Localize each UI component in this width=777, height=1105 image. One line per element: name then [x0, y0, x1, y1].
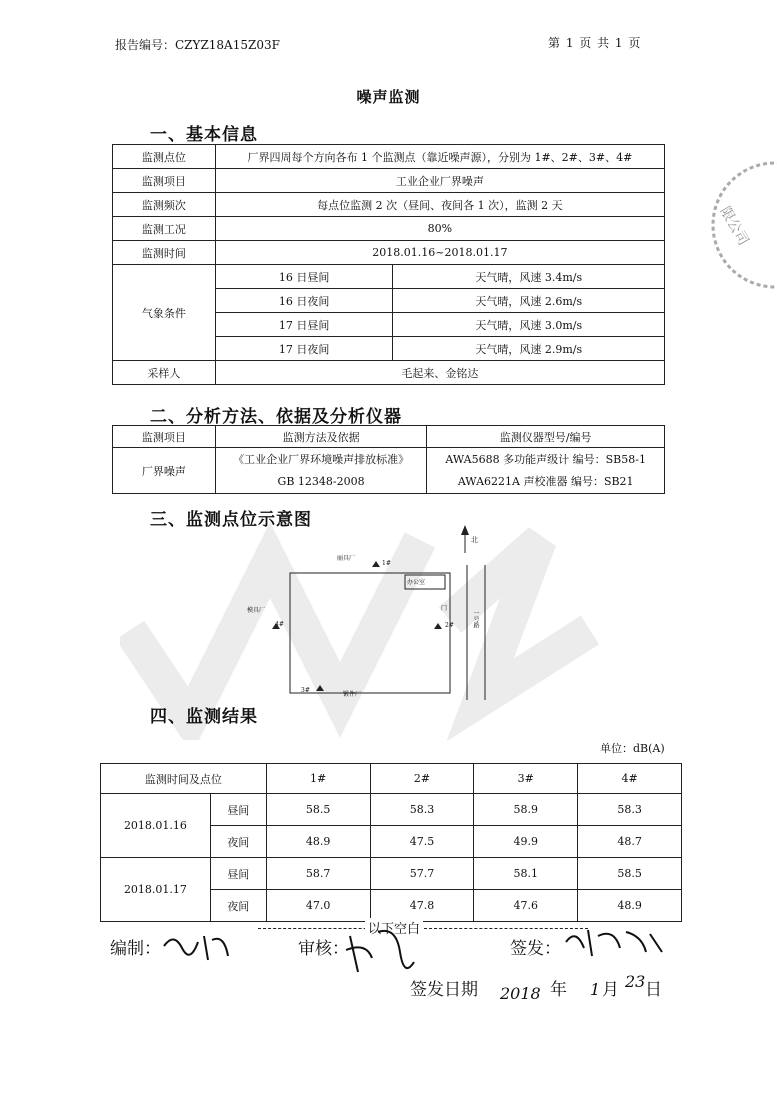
freq-value: 每点位监测 2 次（昼间、夜间各 1 次），监测 2 天 [215, 193, 664, 217]
weather-period: 17 日昼间 [215, 313, 393, 337]
instrument-cell [427, 448, 665, 494]
site-label: 监测点位 [113, 145, 216, 169]
north-label: 北 [471, 536, 478, 544]
issuer-label: 签发： [510, 939, 561, 959]
sampler-value: 毛起来、金铭达 [215, 361, 664, 385]
report-number: 报告编号：CZYZ18A15Z03F [115, 38, 280, 52]
result-period: 夜间 [210, 826, 266, 858]
result-period: 昼间 [210, 858, 266, 890]
site-diagram-lines [245, 525, 505, 705]
unit-label: 单位：dB(A) [600, 742, 665, 755]
method-header-method: 监测方法及依据 [215, 426, 427, 448]
instrument-1: AWA5688 多功能声级计 编号：SB58-1 [445, 452, 646, 466]
table-row [113, 193, 665, 217]
table-row [101, 794, 682, 826]
section-diagram-title: 三、监测点位示意图 [150, 510, 312, 530]
reviewer-label: 审核： [298, 939, 349, 959]
results-header-point: 1# [266, 764, 370, 794]
result-date: 2018.01.16 [101, 794, 211, 858]
table-row [113, 217, 665, 241]
result-value: 58.7 [266, 858, 370, 890]
result-value: 58.9 [474, 794, 578, 826]
method-header-instrument: 监测仪器型号/编号 [427, 426, 665, 448]
method-standard: 《工业企业厂界环境噪声排放标准》 [233, 452, 410, 466]
diagram-left-label: 模具厂 [247, 607, 266, 614]
table-row [113, 448, 665, 494]
svg-text:限公司: 限公司 [716, 204, 752, 249]
instrument-2: AWA6221A 声校准器 编号：SB21 [457, 474, 634, 488]
result-value: 58.3 [578, 794, 682, 826]
site-value: 厂界四周每个方向各布 1 个监测点（靠近噪声源），分别为 1#、2#、3#、4# [215, 145, 664, 169]
result-value: 47.8 [370, 890, 474, 922]
weather-desc: 天气晴，风速 3.0m/s [393, 313, 665, 337]
basic-info-table [112, 144, 665, 385]
site-diagram [245, 525, 505, 705]
diagram-top-label: 丽具厂 [337, 555, 356, 562]
weather-desc: 天气晴，风速 3.4m/s [393, 265, 665, 289]
issue-date-label: 签发日期 [410, 980, 478, 1000]
sampler-label: 采样人 [113, 361, 216, 385]
result-period: 昼间 [210, 794, 266, 826]
result-value: 47.5 [370, 826, 474, 858]
gate-label: 门 [441, 605, 448, 612]
point-1-marker [372, 561, 380, 567]
result-value: 49.9 [474, 826, 578, 858]
table-row [113, 426, 665, 448]
results-header-time: 监测时间及点位 [101, 764, 267, 794]
issue-year: 2018 [500, 984, 541, 1003]
point-3-label: 3# [301, 687, 310, 694]
day-char: 日 [645, 980, 662, 1000]
point-2-label: 2# [445, 622, 454, 629]
weather-desc: 天气晴，风速 2.6m/s [393, 289, 665, 313]
method-header-item: 监测项目 [113, 426, 216, 448]
time-value: 2018.01.16~2018.01.17 [215, 241, 664, 265]
section-basic-info-title: 一、基本信息 [150, 125, 258, 145]
year-char: 年 [550, 980, 567, 1000]
results-header-point: 2# [370, 764, 474, 794]
result-value: 58.5 [578, 858, 682, 890]
result-value: 58.3 [370, 794, 474, 826]
table-row [113, 361, 665, 385]
time-label: 监测时间 [113, 241, 216, 265]
issue-day: 23 [625, 972, 646, 991]
issuer-signature [562, 922, 672, 962]
weather-period: 16 日昼间 [215, 265, 393, 289]
result-value: 48.9 [266, 826, 370, 858]
freq-label: 监测频次 [113, 193, 216, 217]
item-value: 工业企业厂界噪声 [215, 169, 664, 193]
condition-label: 监测工况 [113, 217, 216, 241]
table-row [113, 241, 665, 265]
result-value: 48.9 [578, 890, 682, 922]
results-header-point: 4# [578, 764, 682, 794]
table-row [101, 764, 682, 794]
reviewer-signature [342, 922, 422, 980]
point-4-label: 4# [275, 621, 284, 628]
section-results-title: 四、监测结果 [150, 707, 258, 727]
road-label: 一号路 [472, 610, 479, 628]
weather-label: 气象条件 [113, 265, 216, 361]
diagram-bottom-label: 锻件厂 [343, 691, 362, 698]
result-date: 2018.01.17 [101, 858, 211, 922]
blank-note: 以下空白 [365, 918, 423, 937]
method-cell [215, 448, 427, 494]
issue-month: 1 [590, 980, 601, 999]
weather-period: 16 日夜间 [215, 289, 393, 313]
result-value: 57.7 [370, 858, 474, 890]
table-row [113, 145, 665, 169]
result-period: 夜间 [210, 890, 266, 922]
page-info: 第 1 页 共 1 页 [548, 36, 642, 50]
result-value: 58.5 [266, 794, 370, 826]
point-2-marker [434, 623, 442, 629]
company-seal [700, 150, 777, 310]
condition-value: 80% [215, 217, 664, 241]
weather-desc: 天气晴，风速 2.9m/s [393, 337, 665, 361]
item-label: 监测项目 [113, 169, 216, 193]
month-char: 月 [602, 980, 619, 1000]
table-row [101, 858, 682, 890]
point-1-label: 1# [382, 560, 391, 567]
method-code: GB 12348-2008 [277, 474, 365, 488]
method-table [112, 425, 665, 494]
point-3-marker [316, 685, 324, 691]
page-title: 噪声监测 [356, 88, 421, 106]
result-value: 47.6 [474, 890, 578, 922]
office-label: 办公室 [407, 579, 426, 586]
result-value: 48.7 [578, 826, 682, 858]
results-table [100, 763, 682, 922]
results-header-point: 3# [474, 764, 578, 794]
editor-signature [158, 926, 238, 966]
method-item: 厂界噪声 [113, 448, 216, 494]
section-method-title: 二、分析方法、依据及分析仪器 [150, 407, 402, 427]
table-row [113, 169, 665, 193]
result-value: 58.1 [474, 858, 578, 890]
editor-label: 编制： [110, 939, 161, 959]
weather-period: 17 日夜间 [215, 337, 393, 361]
table-row [113, 265, 665, 289]
result-value: 47.0 [266, 890, 370, 922]
